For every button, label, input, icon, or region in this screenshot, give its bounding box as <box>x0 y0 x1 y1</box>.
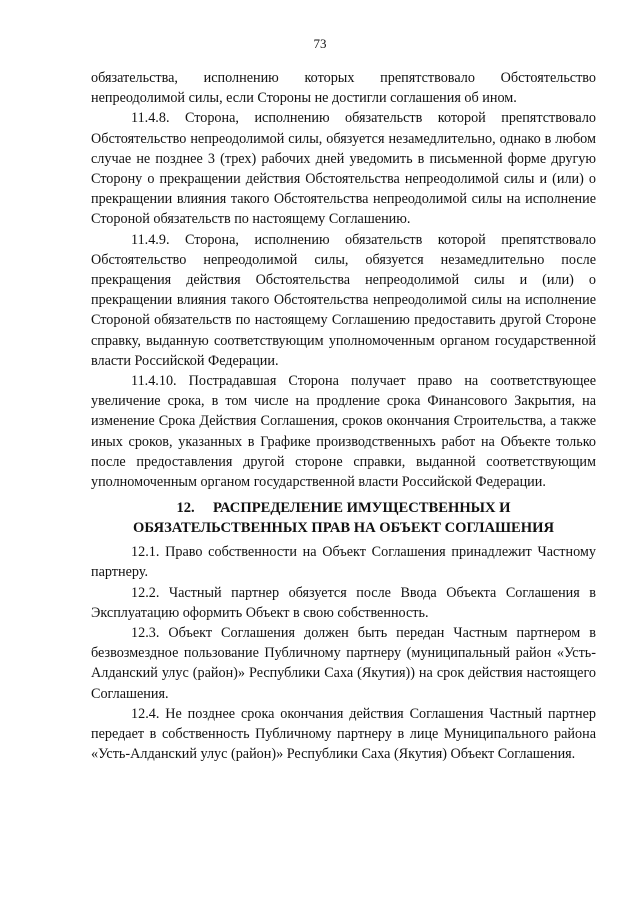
section-title-line1: РАСПРЕДЕЛЕНИЕ ИМУЩЕСТВЕННЫХ И <box>212 500 511 517</box>
section-number: 12. <box>176 500 195 517</box>
paragraph-11-4-9: 11.4.9. Сторона, исполнению обязательств которой препятствовало Обстоятельство непреодолимой силы, обязуется незамедлительно после прекращения действия Обстоятельства непреодолимой силы и (или) о прекращении влияния такого Обстоятельства непреодолимой силы на исполнение Стороной обязательств по настоящему Соглашению предоставить другой Стороне справку, выданную соответствующим уполномоченным органом государственной власти Российской Федерации. <box>91 231 596 369</box>
page-number: 73 <box>313 36 327 51</box>
paragraph-12-3: 12.3. Объект Соглашения должен быть передан Частным партнером в безвозмездное пользование Публичному партнеру (муниципальный район «Усть-Алданский улус (район)» Республики Саха (Якутия)) на срок действия настоящего Соглашения. <box>91 625 596 702</box>
paragraph-12-1: 12.1. Право собственности на Объект Соглашения принадлежит Частному партнеру. <box>91 544 596 581</box>
section-heading-line1 <box>91 498 596 518</box>
paragraph-12-2: 12.2. Частный партнер обязуется после Ввода Объекта Соглашения в Эксплуатацию оформить Объект в свою собственность. <box>91 584 596 621</box>
section-heading <box>91 498 596 538</box>
document-body <box>91 68 596 765</box>
paragraph-continuation: обязательства, исполнению которых препятствовало Обстоятельство непреодолимой силы, если Стороны не достигли соглашения об ином. <box>91 70 596 107</box>
paragraph-12-4: 12.4. Не позднее срока окончания действия Соглашения Частный партнер передает в собственность Публичному партнеру в лице Муниципального района «Усть-Алданский улус (район)» Республики Саха (Якутия) Объект Соглашения. <box>91 705 596 763</box>
section-title-line2: ОБЯЗАТЕЛЬСТВЕННЫХ ПРАВ НА ОБЪЕКТ СОГЛАШЕНИЯ <box>133 520 554 537</box>
paragraph-11-4-10: 11.4.10. Пострадавшая Сторона получает право на соответствующее увеличение срока, в том числе на продление срока Финансового Закрытия, на изменение Срока Действия Соглашения, сроков окончания Строительства, а также иных сроков, указанных в Графике производственныхъ работ на Объекте только после предоставления другой стороне справки, выданной соответствующим уполномоченным органом государственной власти Российской Федерации. <box>91 373 596 491</box>
paragraph-11-4-8: 11.4.8. Сторона, исполнению обязательств которой препятствовало Обстоятельство непреодолимой силы, обязуется незамедлительно, однако в любом случае не позднее 3 (трех) рабочих дней уведомить в письменной форме другую Сторону о прекращении действия Обстоятельства непреодолимой силы и (или) о прекращении влияния такого Обстоятельства непреодолимой силы на исполнение Стороной обязательств по настоящему Соглашению. <box>91 110 596 228</box>
